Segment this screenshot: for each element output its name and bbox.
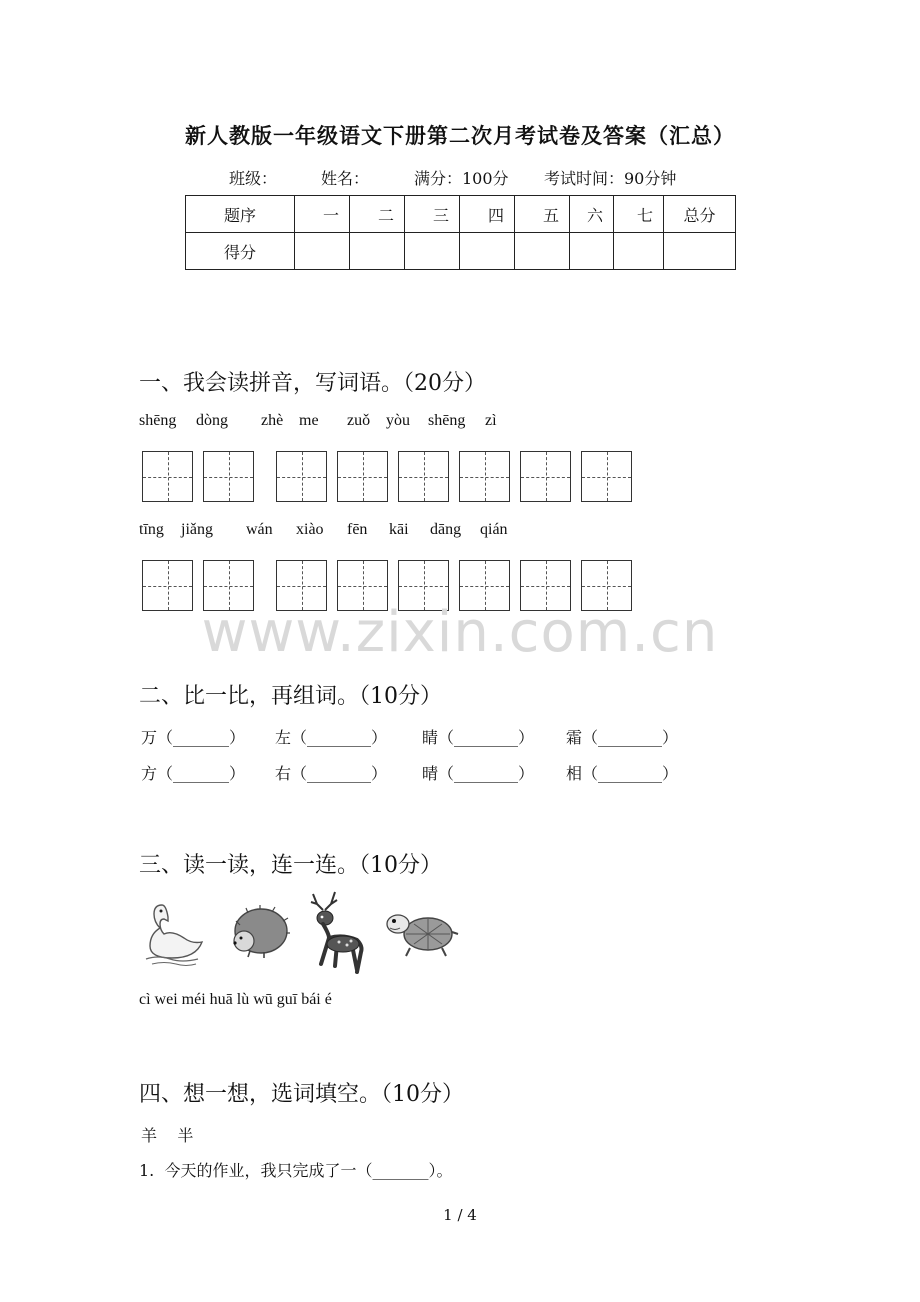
class-label: 班级：: [229, 169, 278, 188]
pinyin-syllable: zuǒ: [347, 412, 371, 429]
score-input-cell[interactable]: [350, 233, 405, 270]
hedgehog-picture: [228, 905, 290, 961]
turtle-picture: [384, 908, 460, 960]
writing-grid-box[interactable]: [581, 451, 632, 502]
score-table: [185, 195, 736, 270]
word-pair-item[interactable]: 晴（________）: [422, 764, 535, 783]
score-table-score-row: [186, 233, 736, 270]
pinyin-syllable: jiǎng: [181, 521, 213, 538]
table-cell: 得分: [186, 233, 295, 270]
deer-picture: [303, 890, 367, 976]
table-cell: 六: [570, 196, 614, 233]
table-cell: 总分: [664, 196, 736, 233]
writing-grid-box[interactable]: [459, 451, 510, 502]
pinyin-syllable: kāi: [389, 521, 409, 538]
goose-picture: [140, 895, 206, 967]
pinyin-syllable: me: [299, 412, 319, 429]
table-cell: 二: [350, 196, 405, 233]
pinyin-syllable: zhè: [261, 412, 284, 429]
document-title: 新人教版一年级语文下册第二次月考试卷及答案（汇总）: [185, 123, 735, 148]
watermark: www.zixin.com.cn: [201, 600, 719, 665]
pinyin-syllable: zì: [485, 412, 497, 429]
table-cell: 一: [295, 196, 350, 233]
word-pair-item[interactable]: 左（________）: [275, 728, 388, 747]
pinyin-syllable: shēng: [139, 412, 177, 429]
pinyin-syllable: yòu: [386, 412, 410, 429]
writing-grid-box[interactable]: [520, 451, 571, 502]
word-pair-item[interactable]: 万（_______）: [141, 728, 246, 747]
section1-heading: 一、我会读拼音，写词语。（20分）: [139, 371, 486, 396]
score-input-cell[interactable]: [515, 233, 570, 270]
pinyin-syllable: fēn: [347, 521, 368, 538]
word-pair-item[interactable]: 右（________）: [275, 764, 388, 783]
name-label: 姓名：: [321, 169, 370, 188]
table-cell: 七: [614, 196, 664, 233]
page-number: 1 / 4: [443, 1206, 477, 1224]
table-cell: 四: [460, 196, 515, 233]
question-1: 1. 今天的作业，我只完成了一（_______）。: [139, 1161, 453, 1180]
animal-pinyin-list: cì wei méi huā lù wū guī bái é: [139, 991, 332, 1008]
score-input-cell[interactable]: [664, 233, 736, 270]
score-table-header-row: [186, 196, 736, 233]
score-input-cell[interactable]: [614, 233, 664, 270]
score-input-cell[interactable]: [295, 233, 350, 270]
word-options: 羊 半: [141, 1126, 194, 1145]
pinyin-syllable: tīng: [139, 521, 164, 538]
section2-heading: 二、比一比，再组词。（10分）: [139, 684, 442, 709]
table-cell: 三: [405, 196, 460, 233]
pinyin-syllable: qián: [480, 521, 508, 538]
writing-grid-box[interactable]: [142, 451, 193, 502]
exam-time-label: 考试时间：90分钟: [544, 169, 677, 188]
word-pair-item[interactable]: 方（_______）: [141, 764, 246, 783]
section3-heading: 三、读一读，连一连。（10分）: [139, 853, 442, 878]
pinyin-syllable: dòng: [196, 412, 228, 429]
score-input-cell[interactable]: [570, 233, 614, 270]
word-pair-item[interactable]: 相（________）: [566, 764, 679, 783]
word-pair-item[interactable]: 睛（________）: [422, 728, 535, 747]
section4-heading: 四、想一想，选词填空。（10分）: [139, 1082, 464, 1107]
pinyin-syllable: dāng: [430, 521, 462, 538]
writing-grid-box[interactable]: [276, 451, 327, 502]
pinyin-syllable: xiào: [296, 521, 324, 538]
pinyin-syllable: shēng: [428, 412, 466, 429]
score-input-cell[interactable]: [405, 233, 460, 270]
writing-grid-box[interactable]: [398, 451, 449, 502]
score-input-cell[interactable]: [460, 233, 515, 270]
pinyin-syllable: wán: [246, 521, 273, 538]
writing-grid-box[interactable]: [203, 451, 254, 502]
table-cell: 题序: [186, 196, 295, 233]
full-score-label: 满分：100分: [414, 169, 509, 188]
table-cell: 五: [515, 196, 570, 233]
word-pair-item[interactable]: 霜（________）: [566, 728, 679, 747]
writing-grid-box[interactable]: [337, 451, 388, 502]
